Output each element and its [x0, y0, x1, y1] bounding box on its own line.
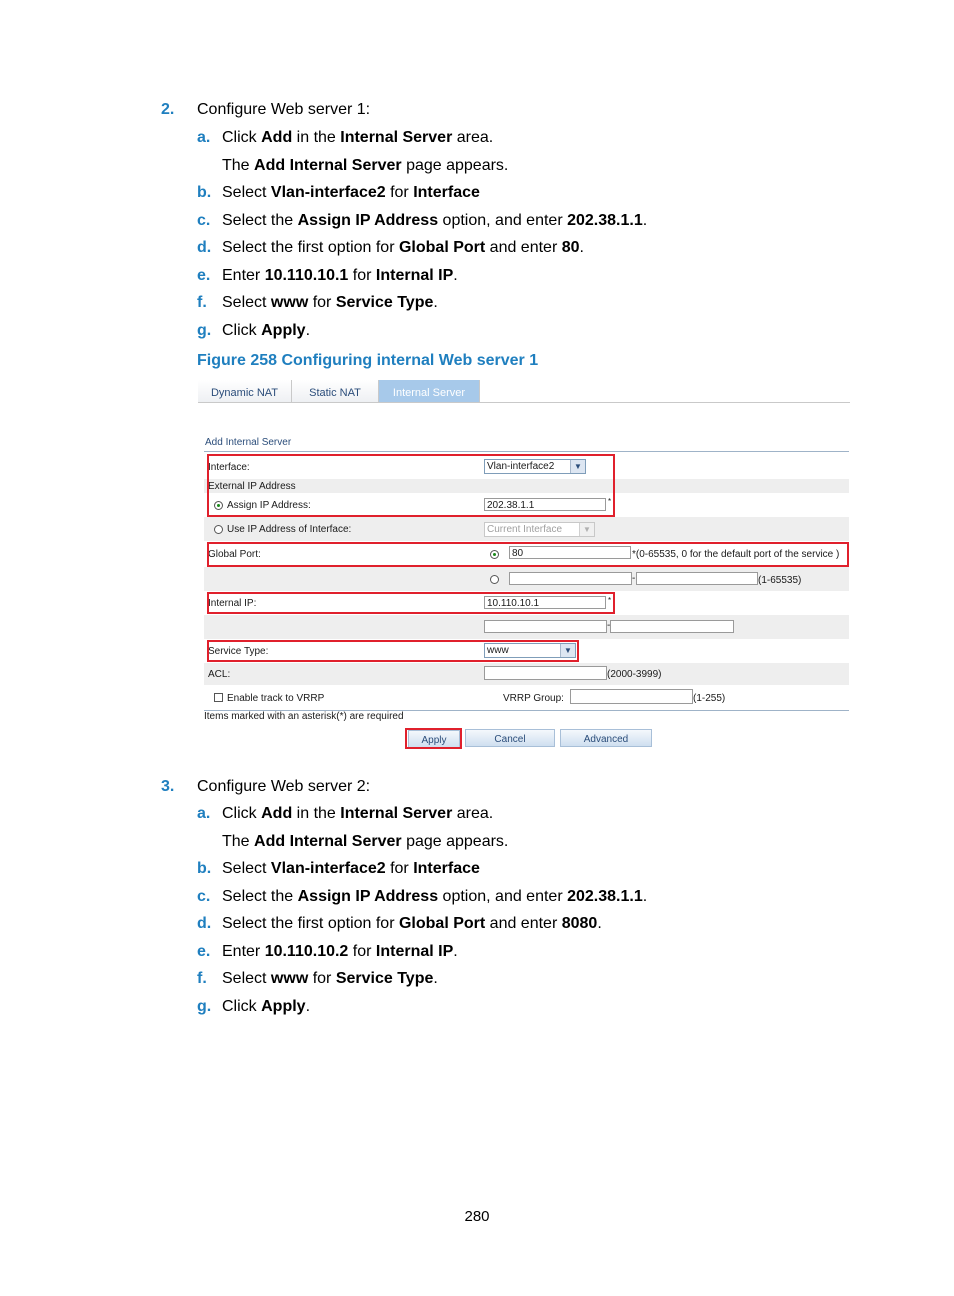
substep-letter: c.: [197, 888, 211, 905]
plain-text: page appears.: [401, 833, 509, 850]
substep-text: [222, 969, 438, 989]
plain-text: Select the first option for: [222, 239, 399, 256]
substep-text: [222, 293, 438, 313]
substep-text: [222, 321, 310, 341]
plain-text: Click: [222, 805, 262, 822]
range-dash: -: [607, 620, 611, 631]
figure-caption: Figure 258 Configuring internal Web server 1: [197, 352, 539, 369]
port-range-hint: (1-65535): [758, 575, 802, 586]
plain-text: for: [308, 294, 336, 311]
substep-text: [222, 211, 647, 231]
plain-text: .: [579, 239, 584, 256]
port-range-radio[interactable]: [490, 575, 499, 584]
internal-server-screenshot: [198, 380, 850, 752]
plain-text: area.: [452, 129, 494, 146]
highlight-service-type: [207, 640, 579, 662]
plain-text: Select the first option for: [222, 915, 399, 932]
service-type-label: Service Type:: [208, 646, 269, 657]
substep-text: [222, 128, 493, 148]
emphasis-text: Internal Server: [340, 805, 453, 822]
emphasis-text: 80: [561, 239, 580, 256]
plain-text: .: [453, 943, 458, 960]
plain-text: Select the: [222, 212, 298, 229]
global-port-label: Global Port:: [208, 549, 261, 560]
external-ip-label: External IP Address: [208, 481, 296, 492]
emphasis-text: www: [270, 970, 309, 987]
substep-letter: f.: [197, 970, 207, 987]
page-number: 280: [464, 1208, 490, 1225]
substep-text: [222, 238, 584, 258]
plain-text: .: [433, 970, 438, 987]
plain-text: page appears.: [401, 157, 509, 174]
chevron-down-icon: ▼: [570, 460, 585, 473]
range-dash: -: [632, 573, 636, 584]
track-vrrp-label: Enable track to VRRP: [227, 693, 325, 704]
plain-text: Click: [222, 322, 262, 339]
emphasis-text: Interface: [413, 860, 480, 877]
emphasis-text: Vlan-interface2: [270, 184, 386, 201]
substep-letter: d.: [197, 239, 212, 256]
vrrp-hint: (1-255): [693, 693, 726, 704]
row-use-ip: [204, 517, 849, 541]
advanced-button[interactable]: Advanced: [560, 729, 652, 747]
plain-text: Select: [222, 970, 271, 987]
substep-letter: g.: [197, 322, 212, 339]
plain-text: Select: [222, 860, 271, 877]
plain-text: for: [385, 860, 414, 877]
plain-text: and enter: [485, 239, 562, 256]
substep-letter: e.: [197, 943, 211, 960]
tab-bar: [198, 380, 850, 403]
tab-dynamic-nat[interactable]: Dynamic NAT: [198, 380, 292, 402]
plain-text: for: [385, 184, 414, 201]
emphasis-text: Service Type: [335, 970, 434, 987]
acl-input[interactable]: [484, 666, 607, 680]
internal-ip-label: Internal IP:: [208, 598, 257, 609]
vrrp-group-input[interactable]: [570, 689, 693, 704]
row-internal-ip-range: [204, 615, 849, 639]
emphasis-text: Internal Server: [340, 129, 453, 146]
emphasis-text: Global Port: [398, 239, 486, 256]
plain-text: The: [222, 157, 255, 174]
plain-text: for: [348, 943, 376, 960]
internal-ip-end-input[interactable]: [610, 620, 734, 633]
substep-text: [222, 942, 458, 962]
plain-text: .: [305, 322, 311, 339]
emphasis-text: 202.38.1.1: [567, 888, 643, 905]
emphasis-text: Add: [261, 129, 293, 146]
substep-letter: b.: [197, 184, 212, 201]
emphasis-text: Add: [261, 805, 293, 822]
global-port-hint: *(0-65535, 0 for the default port of the service ): [632, 549, 840, 560]
section-title: Add Internal Server: [205, 437, 292, 448]
internal-ip-input[interactable]: 10.110.10.1: [484, 596, 606, 609]
plain-text: .: [433, 294, 438, 311]
emphasis-text: Internal IP: [375, 943, 454, 960]
plain-text: Select: [222, 294, 271, 311]
step-number: 2.: [161, 101, 175, 118]
plain-text: .: [597, 915, 602, 932]
substep-letter: a.: [197, 805, 211, 822]
highlight-internal-ip: [207, 592, 615, 614]
plain-text: .: [642, 888, 648, 905]
port-range-start-input[interactable]: [509, 572, 632, 585]
plain-text: .: [453, 267, 458, 284]
plain-text: .: [305, 998, 311, 1015]
emphasis-text: Assign IP Address: [297, 212, 439, 229]
substep-letter: d.: [197, 915, 212, 932]
required-note: Items marked with an asterisk(*) are required: [204, 711, 404, 722]
vrrp-group-label: VRRP Group:: [503, 693, 564, 704]
step-title: Configure Web server 1:: [197, 101, 371, 118]
plain-text: Enter: [222, 267, 265, 284]
emphasis-text: 10.110.10.1: [264, 267, 349, 284]
plain-text: Select the: [222, 888, 298, 905]
use-ip-label: Use IP Address of Interface:: [227, 524, 352, 535]
apply-button[interactable]: Apply: [408, 730, 460, 748]
track-vrrp-checkbox[interactable]: [214, 693, 223, 702]
substep-letter: g.: [197, 998, 212, 1015]
substep-letter: e.: [197, 267, 211, 284]
plain-text: Select: [222, 184, 271, 201]
substep-text: [222, 997, 310, 1017]
highlight-apply: [405, 728, 462, 749]
service-type-select-value: www: [487, 645, 509, 656]
required-asterisk: *: [608, 497, 612, 506]
plain-text: in the: [292, 805, 341, 822]
substep-text: [222, 887, 647, 907]
plain-text: in the: [292, 129, 341, 146]
plain-text: .: [642, 212, 648, 229]
substep-text: [222, 804, 493, 824]
substep-letter: a.: [197, 129, 211, 146]
substep-text: [222, 183, 480, 203]
emphasis-text: Apply: [261, 322, 306, 339]
plain-text: The: [222, 833, 255, 850]
assign-ip-input[interactable]: 202.38.1.1: [484, 498, 606, 511]
plain-text: Enter: [222, 943, 265, 960]
substep-text: [222, 914, 602, 934]
plain-text: for: [348, 267, 376, 284]
chevron-down-icon: ▼: [579, 523, 594, 536]
emphasis-text: 202.38.1.1: [567, 212, 643, 229]
emphasis-text: Service Type: [335, 294, 434, 311]
emphasis-text: Internal IP: [375, 267, 454, 284]
chevron-down-icon: ▼: [560, 644, 575, 657]
substep-text: [222, 156, 508, 176]
plain-text: Click: [222, 998, 262, 1015]
acl-label: ACL:: [208, 669, 231, 680]
emphasis-text: Assign IP Address: [297, 888, 439, 905]
substep-letter: c.: [197, 212, 211, 229]
plain-text: option, and enter: [438, 888, 568, 905]
emphasis-text: www: [270, 294, 309, 311]
emphasis-text: Global Port: [398, 915, 486, 932]
highlight-global-port: [207, 542, 849, 567]
tab-internal-server[interactable]: Internal Server: [379, 380, 480, 402]
plain-text: Click: [222, 129, 262, 146]
use-ip-select[interactable]: [484, 522, 595, 537]
emphasis-text: Vlan-interface2: [270, 860, 386, 877]
emphasis-text: 10.110.10.2: [264, 943, 349, 960]
cancel-button[interactable]: Cancel: [465, 729, 555, 747]
port-range-end-input[interactable]: [636, 572, 758, 585]
interface-label: Interface:: [208, 462, 250, 473]
plain-text: option, and enter: [438, 212, 568, 229]
required-asterisk: *: [608, 596, 612, 605]
tab-static-nat[interactable]: Static NAT: [292, 380, 379, 402]
step-title: Configure Web server 2:: [197, 778, 371, 795]
plain-text: for: [308, 970, 336, 987]
row-acl: [204, 663, 849, 685]
use-ip-select-value: Current Interface: [487, 524, 563, 535]
substep-text: [222, 832, 508, 852]
emphasis-text: Apply: [261, 998, 306, 1015]
internal-ip-start-input[interactable]: [484, 620, 607, 633]
acl-hint: (2000-3999): [607, 669, 662, 680]
substep-text: [222, 266, 458, 286]
substep-letter: b.: [197, 860, 212, 877]
assign-ip-label: Assign IP Address:: [227, 500, 311, 511]
emphasis-text: Add Internal Server: [254, 157, 402, 174]
step-number: 3.: [161, 778, 175, 795]
substep-text: [222, 859, 480, 879]
section-divider: [204, 451, 849, 452]
interface-select-value: Vlan-interface2: [487, 461, 555, 472]
plain-text: area.: [452, 805, 494, 822]
global-port-input[interactable]: 80: [509, 546, 631, 559]
emphasis-text: Add Internal Server: [254, 833, 402, 850]
substep-letter: f.: [197, 294, 207, 311]
use-ip-radio[interactable]: [214, 525, 223, 534]
emphasis-text: Interface: [413, 184, 480, 201]
plain-text: and enter: [485, 915, 562, 932]
emphasis-text: 8080: [561, 915, 598, 932]
row-vrrp: [204, 686, 849, 709]
row-port-range: [204, 567, 849, 591]
highlight-interface-assign-ip: [207, 454, 615, 517]
